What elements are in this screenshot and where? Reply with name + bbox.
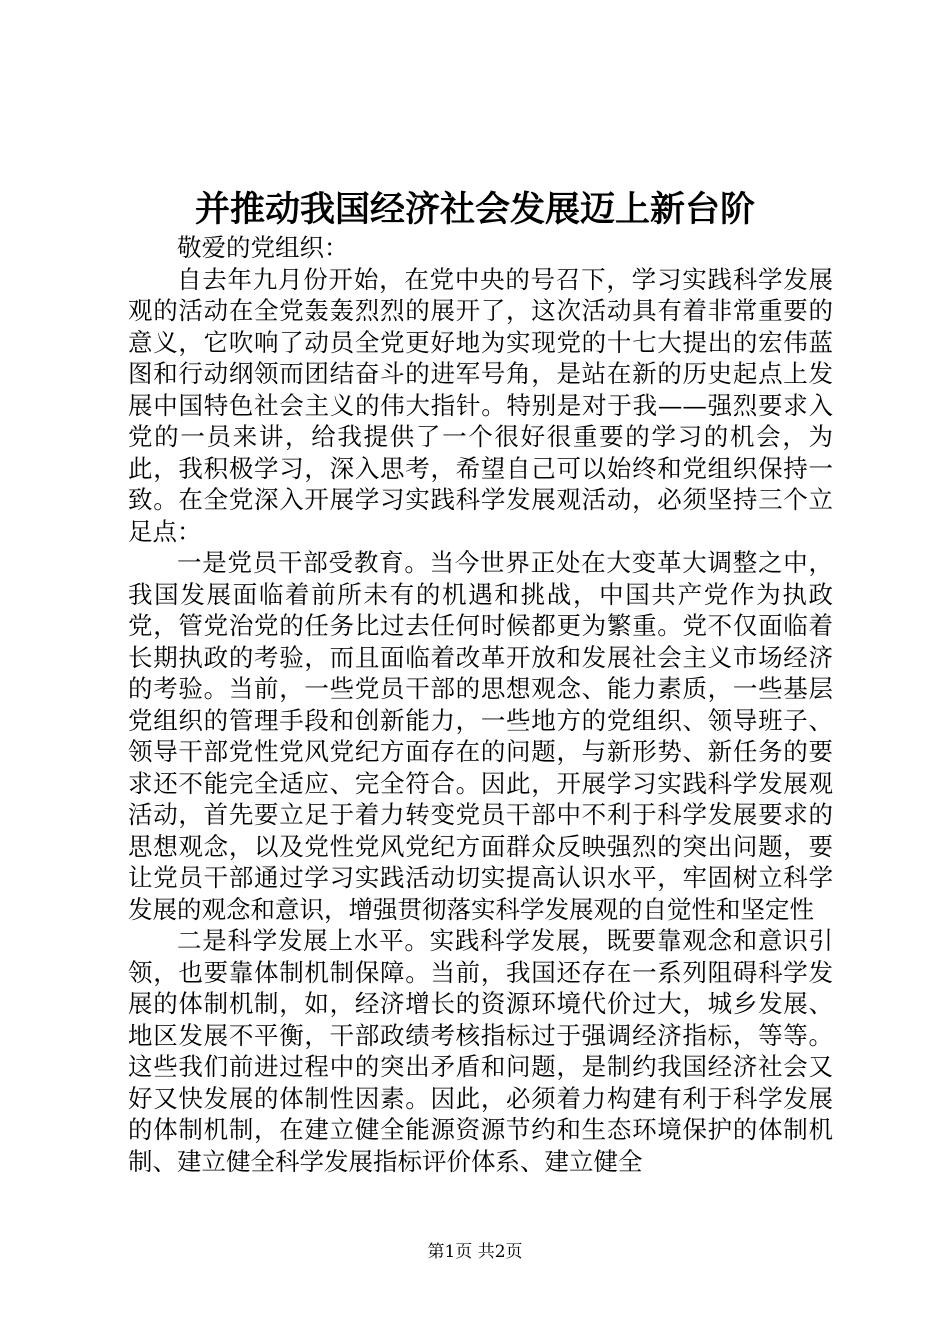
paragraph-point-two: 二是科学发展上水平。实践科学发展，既要靠观念和意识引领，也要靠体制机制保障。当前，我国还存在一系列阻碍科学发展的体制机制，如，经济增长的资源环境代价过大，城乡发展、地区发展不平衡，干部政绩考核指标过于强调经济指标，等等。这些我们前进过程中的突出矛盾和问题，是制约我国经济社会又好又快发展的体制性因素。因此，必须着力构建有利于科学发展的体制机制，在建立健全能源资源节约和生态环境保护的体制机制、建立健全科学发展指标评价体系、建立健全	[128, 926, 833, 1176]
page-number-footer: 第1页 共2页	[427, 1242, 523, 1262]
document-body	[128, 232, 833, 1177]
paragraph-point-one: 一是党员干部受教育。当今世界正处在大变革大调整之中，我国发展面临着前所未有的机遇和挑战，中国共产党作为执政党，管党治党的任务比过去任何时候都更为繁重。党不仅面临着长期执政的考验，而且面临着改革开放和发展社会主义市场经济的考验。当前，一些党员干部的思想观念、能力素质，一些基层党组织的管理手段和创新能力，一些地方的党组织、领导班子、领导干部党性党风党纪方面存在的问题，与新形势、新任务的要求还不能完全适应、完全符合。因此，开展学习实践科学发展观活动，首先要立足于着力转变党员干部中不利于科学发展要求的思想观念，以及党性党风党纪方面群众反映强烈的突出问题，要让党员干部通过学习实践活动切实提高认识水平，牢固树立科学发展的观念和意识，增强贯彻落实科学发展观的自觉性和坚定性	[128, 548, 833, 924]
document-title: 并推动我国经济社会发展迈上新台阶	[194, 189, 755, 230]
paragraph-intro: 自去年九月份开始，在党中央的号召下，学习实践科学发展观的活动在全党轰轰烈烈的展开了，这次活动具有着非常重要的意义，它吹响了动员全党更好地为实现党的十七大提出的宏伟蓝图和行动纲领而团结奋斗的进军号角，是站在新的历史起点上发展中国特色社会主义的伟大指针。特别是对于我——强烈要求入党的一员来讲，给我提供了一个很好很重要的学习的机会，为此，我积极学习，深入思考，希望自己可以始终和党组织保持一致。在全党深入开展学习实践科学发展观活动，必须坚持三个立足点：	[128, 264, 833, 546]
salutation: 敬爱的党组织：	[177, 233, 349, 262]
